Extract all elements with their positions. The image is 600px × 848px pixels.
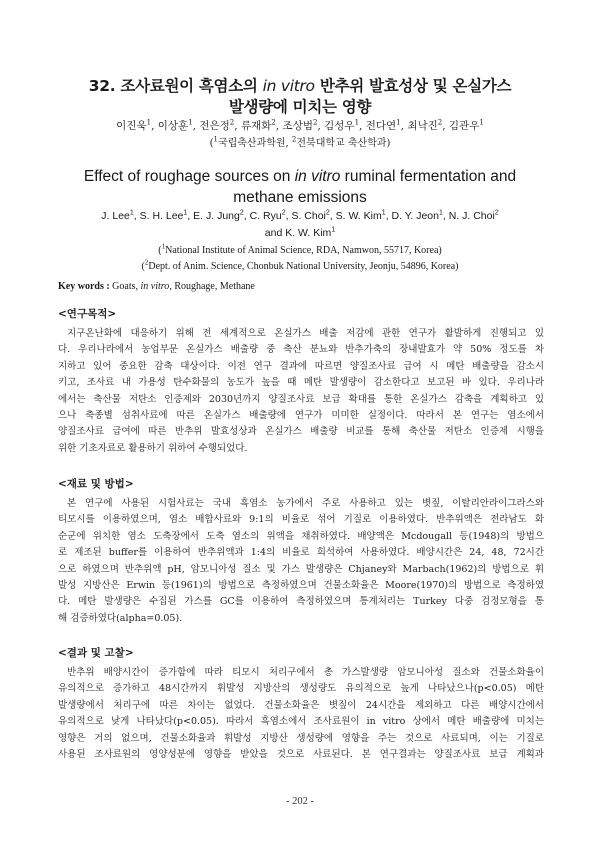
author-name: S. Choi — [291, 210, 326, 222]
text-line: 발성 지방산은 Erwin 등(1961)의 방법으로 측정하였으며 건물소화율은 Moore(1970)의 방법으로 측정하였 — [58, 580, 544, 592]
affiliation-marker: 1 — [381, 209, 386, 217]
section-results — [58, 646, 544, 763]
text-line: 순군에 위치한 염소 도축장에서 도축 염소의 위액을 채취하였다. 배양액은 Mcdougall 등(1948)의 방법으 — [58, 530, 544, 542]
text-line: 지하고 있어 중요한 감축 대상이다. 이전 연구 결과에 따르면 양질조사료 급여 시 메탄 배출량을 감소시 — [58, 360, 544, 372]
affiliation-marker: 1 — [146, 118, 152, 127]
text-line: 다. 메탄 발생량은 수집된 가스를 GC를 이용하여 측정하였으며 통계처리는 Turkey 다중 검정모형을 통 — [58, 596, 544, 608]
affiliation-marker: 2 — [271, 118, 276, 127]
author-name: 전은정 — [199, 120, 230, 132]
section-methods — [58, 477, 544, 627]
text-line: 으로 하였으며 반추위액 pH, 암모니아성 질소 및 가스 발생량은 Chjaney와 Marbach(1962)의 방법으로 휘 — [58, 563, 544, 575]
author-name: 류재화 — [240, 120, 272, 132]
section-body — [58, 665, 544, 763]
english-affiliations: ($^1$National Institute of Animal Science, RDA, Namwon, 55717, Korea) ($^2$Dept. of Anim. Science, Chonbuk National University, Jeonju, 54896, Korea) — [141, 242, 459, 272]
text-line: 영향은 거의 없으며, 건물소화율과 휘발성 지방산 생성량에 영향을 주는 것으로 사료되며, 이는 기질로 — [58, 732, 544, 744]
section-body — [58, 326, 544, 457]
affiliation-marker: 1 — [396, 118, 401, 127]
text-line: 지구온난화에 대응하기 위해 전 세계적으로 온실가스 배출 저감에 관한 연구가 활발하게 진행되고 있 — [67, 328, 544, 339]
author-name: 이진욱 — [116, 120, 147, 132]
text-line: 사용된 조사료원의 영양성분에 영향을 받았을 것으로 사료된다. 본 연구결과는 양질조사료 보급 계획과 — [58, 749, 544, 761]
text-line: 해 검증하였다(alpha=0.05). — [58, 612, 183, 624]
text-line: 반추위 배양시간이 증가함에 따라 티모시 처리구에서 총 가스발생량 암모니아성 질소와 건물소화율이 — [67, 667, 544, 678]
affiliation-marker: 2 — [437, 118, 443, 127]
author-name: S. W. Kim — [335, 210, 382, 222]
korean-title: 32. 조사료원이 흑염소의 in vitro 반추위 발효성상 및 온실가스 발생량에 미치는 영향 — [88, 77, 512, 116]
text-line: 티모시를 이용하였으며, 염소 배합사료와 9:1의 비율로 섞어 기질로 이용하였다. 반추위액은 전라남도 화 — [58, 514, 544, 526]
section-heading: <재료 및 방법> — [58, 478, 134, 490]
affiliation-marker: 1 — [129, 209, 134, 217]
author-name: 최낙진 — [407, 120, 438, 132]
section-heading: <연구목적> — [58, 308, 117, 320]
author-name: 김성우 — [324, 120, 355, 132]
text-line: 양질조사료 급여에 따른 반추위 발효성상과 온실가스 배출량 비교를 통해 축산물 저탄소 인증제 시행을 — [58, 426, 544, 438]
affiliation-marker: 1 — [183, 209, 188, 217]
section-heading: <결과 및 고찰> — [58, 647, 134, 659]
author-name: C. Ryu — [249, 210, 282, 222]
author-name: D. Y. Jeon — [391, 210, 439, 222]
text-line: 본 연구에 사용된 시험사료는 국내 흑염소 농가에서 주로 사용하고 있는 볏짚, 이탈리안라이그라스와 — [67, 498, 544, 509]
affiliation-marker: 1 — [479, 118, 484, 127]
affiliation-marker: 2 — [325, 209, 330, 217]
author-name: N. J. Choi — [448, 210, 495, 222]
text-line: 다. 우리나라에서 농업부문 온실가스 배출량 중 축산 분뇨와 반추가축의 장내발효가 약 50% 정도를 차 — [58, 344, 544, 356]
text-line: 키고, 조사료 내 가용성 탄수화물의 농도가 높을 때 메탄 발생량이 감소한다고 보고된 바 있다. 우리나라 — [58, 377, 544, 389]
author-name: 전다연 — [365, 120, 397, 132]
author-name: E. J. Jung — [193, 210, 240, 222]
page-number: - 202 - — [286, 796, 314, 807]
author-name: 이상훈 — [157, 120, 189, 132]
affiliation-marker: 1 — [188, 118, 193, 127]
affiliation-marker: 2 — [239, 209, 244, 217]
english-title: Effect of roughage sources on in vitro ruminal fermentation and methane emissions — [83, 168, 517, 206]
author-name: 김관우 — [448, 120, 480, 132]
author-name: 조상범 — [282, 120, 313, 132]
text-line: 위한 기초자료로 활용하기 위하여 수행되었다. — [58, 442, 248, 454]
text-line: 발생량에서 처리구에 따른 차이는 없었다. 건물소화율은 볏짚이 24시간을 제외하고 다른 배양시간에서 — [58, 699, 544, 711]
text-line: 유의적으로 낮게 나타났다(p<0.05). 따라서 흑염소에서 조사료원이 in vitro 상에서 메탄 배출량에 미치는 — [58, 716, 544, 728]
text-line: 에서는 축산물 저탄소 인증제와 2030년까지 양질조사료 보급 확대를 통한 온실가스 감축을 계획하고 있 — [58, 393, 544, 405]
affiliation-marker: 1 — [354, 118, 360, 127]
author-name: J. Lee — [101, 210, 130, 222]
text-line: 로 제조된 buffer를 이용하여 반추위액과 1:4의 비율로 희석하여 사용하였다. 배양시간은 24, 48, 72시간 — [58, 547, 544, 559]
affiliation-marker: 2 — [281, 209, 286, 217]
affiliation-marker: 2 — [229, 118, 235, 127]
korean-author-list: 이진욱$^1$, 이상훈$^1$, 전은정$^2$, 류재화$^2$, 조상범$^2$, 김성우$^1$, 전다연$^1$, 최낙진$^2$, 김관우$^1$ — [116, 118, 484, 132]
affiliation-marker: 2 — [494, 209, 499, 217]
text-line: 으나 축종별 섬취사료에 따른 온실가스 배출량에 연구가 미미한 실정이다. 따라서 본 연구는 염소에서 — [58, 410, 544, 422]
section-purpose — [58, 307, 544, 457]
keywords: Key words : Goats, in vitro, Roughage, Methane — [58, 281, 255, 292]
author-name: S. H. Lee — [139, 210, 184, 222]
affiliation-marker: 1 — [438, 209, 443, 217]
english-author-list: J. Lee$^1$, S. H. Lee$^1$, E. J. Jung$^2$, C. Ryu$^2$, S. Choi$^2$, S. W. Kim$^1$, D. Y. Jeon$^1$, N. J. Choi$^2$ and K. W. Kim$^1$ — [101, 209, 499, 239]
affiliation-marker: 2 — [312, 118, 318, 127]
text-line: 유의적으로 증가하고 48시간까지 휘발성 지방산의 생성량도 유의적으로 높게 나타났으나(p<0.05) 메탄 — [58, 683, 544, 695]
korean-affiliations: ($^1$국립축산과학원, $^2$전북대학교 축산학과) — [209, 135, 391, 149]
section-body — [58, 496, 544, 627]
